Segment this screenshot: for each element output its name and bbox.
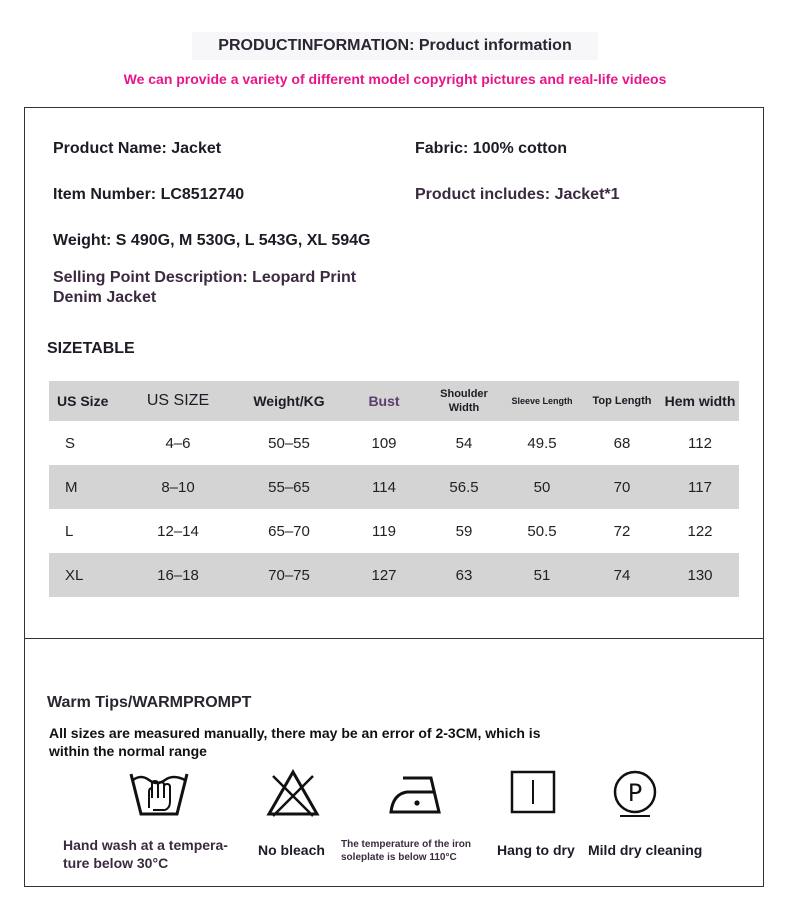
item-number: Item Number: LC8512740 — [53, 186, 245, 203]
header-sleeve-length: Sleeve Length — [501, 381, 583, 421]
header-weight: Weight/KG — [237, 381, 341, 421]
table-cell: 68 — [613, 434, 631, 452]
table-cell: 51 — [501, 553, 583, 597]
table-cell: 50 — [501, 465, 583, 509]
hand-wash-icon — [127, 768, 191, 820]
header-hem-width: Hem width — [661, 381, 739, 421]
weight: Weight: S 490G, M 530G, L 543G, XL 594G — [53, 232, 371, 249]
size-table-header — [49, 381, 739, 421]
table-cell: 59 — [455, 522, 473, 540]
table-cell: 72 — [613, 522, 631, 540]
table-row — [49, 553, 739, 597]
table-cell: S — [65, 434, 76, 452]
size-table — [49, 381, 739, 597]
table-cell: XL — [49, 553, 119, 597]
table-cell: 49.5 — [527, 434, 557, 452]
table-cell: 54 — [455, 434, 473, 452]
table-cell: 8–10 — [119, 465, 237, 509]
header-shoulder-width: Shoulder Width — [427, 381, 501, 421]
warm-tips-text: All sizes are measured manually, there may be an error of 2-3CM, which is within the normal range — [49, 725, 541, 759]
table-cell: 112 — [688, 434, 712, 452]
svg-text:P: P — [627, 779, 643, 807]
section-divider — [25, 638, 763, 639]
iron-icon — [387, 768, 447, 820]
table-cell: 4–6 — [165, 434, 191, 452]
table-cell: M — [49, 465, 119, 509]
table-row — [49, 465, 739, 509]
dry-clean-label: Mild dry cleaning — [588, 842, 703, 858]
table-cell: 56.5 — [427, 465, 501, 509]
table-cell: 119 — [372, 522, 396, 540]
table-row — [49, 509, 739, 553]
warm-tips-title: Warm Tips/WARMPROMPT — [47, 694, 252, 711]
table-cell: 122 — [687, 522, 713, 540]
header-top-length: Top Length — [583, 381, 661, 421]
product-info-card — [24, 107, 764, 887]
header-bust: Bust — [341, 381, 427, 421]
size-table-label: SIZETABLE — [47, 340, 135, 357]
table-cell: 109 — [371, 434, 397, 452]
fabric: Fabric: 100% cotton — [415, 140, 568, 157]
iron-label: The temperature of the iron soleplate is below 110°C — [341, 839, 472, 863]
table-cell: 70 — [583, 465, 661, 509]
no-bleach-label: No bleach — [258, 842, 325, 858]
product-name: Product Name: Jacket — [53, 140, 222, 157]
dry-clean-icon — [610, 768, 660, 818]
hand-wash-label: Hand wash at a tempera-ture below 30°C — [63, 837, 228, 871]
table-cell: 114 — [341, 465, 427, 509]
header-us-size-range: US SIZE — [119, 381, 237, 421]
table-cell: 12–14 — [157, 522, 199, 540]
product-includes: Product includes: Jacket*1 — [415, 186, 620, 203]
hang-dry-icon — [509, 768, 557, 816]
selling-point: Selling Point Description: Leopard Print Denim Jacket — [53, 269, 357, 306]
table-row — [49, 421, 739, 465]
table-cell: 127 — [341, 553, 427, 597]
page-subtitle: We can provide a variety of different model copyright pictures and real-life videos — [123, 71, 667, 87]
hang-dry-label: Hang to dry — [497, 842, 575, 858]
table-cell: 50–55 — [268, 434, 310, 452]
table-cell: 16–18 — [119, 553, 237, 597]
table-cell: 65–70 — [268, 522, 310, 540]
table-cell: L — [65, 522, 74, 540]
table-cell: 74 — [583, 553, 661, 597]
table-cell: 117 — [661, 465, 739, 509]
table-cell: 50.5 — [527, 522, 557, 540]
table-cell: 130 — [661, 553, 739, 597]
header-us-size: US Size — [49, 381, 119, 421]
page-title: PRODUCTINFORMATION: Product information — [192, 32, 598, 60]
table-cell: 63 — [427, 553, 501, 597]
no-bleach-icon — [265, 768, 321, 820]
table-cell: 55–65 — [237, 465, 341, 509]
table-cell: 70–75 — [237, 553, 341, 597]
